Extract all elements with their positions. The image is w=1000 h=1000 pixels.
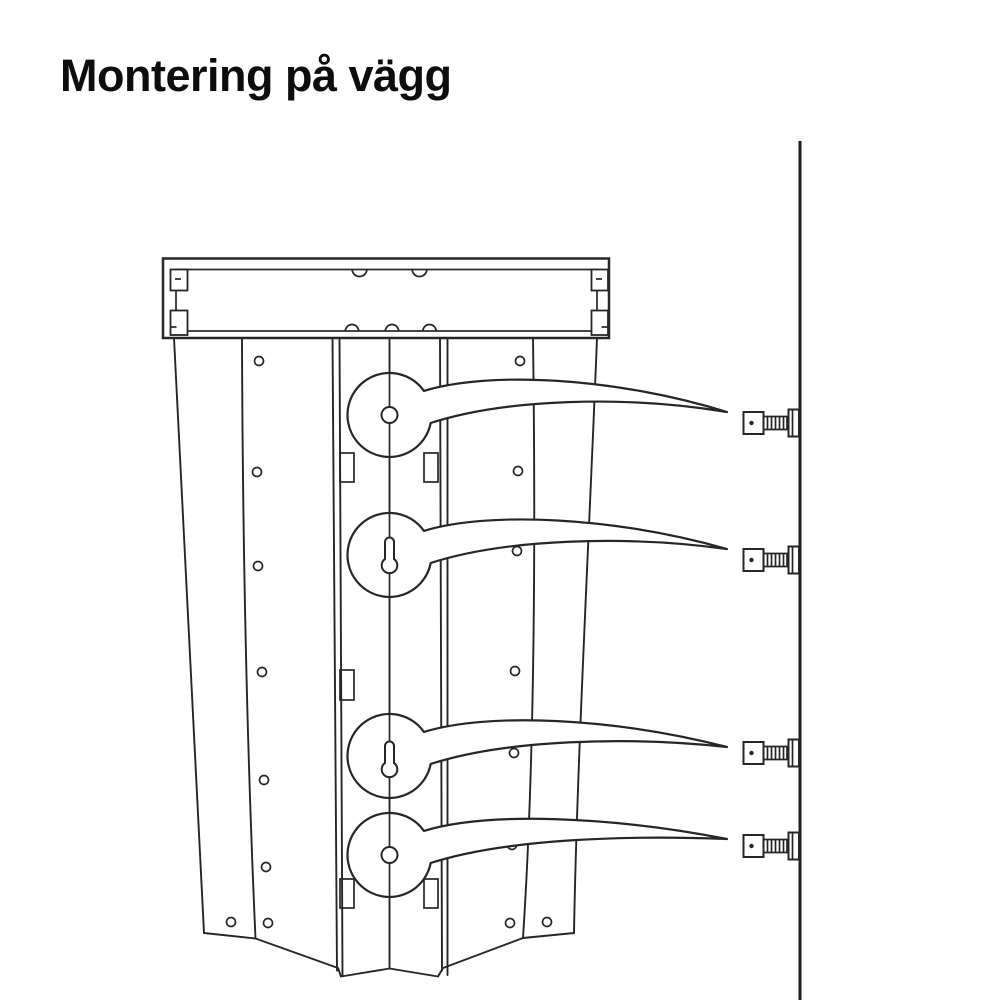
wall-screw-1 bbox=[744, 410, 800, 437]
wall-screw-3 bbox=[744, 740, 800, 767]
panel-left-seam bbox=[242, 338, 256, 939]
keyhole-fitting-3 bbox=[347, 714, 727, 798]
keyhole-slot-3 bbox=[382, 742, 398, 778]
rail-tabs bbox=[345, 270, 437, 331]
keyhole-slot-2 bbox=[382, 538, 398, 574]
leader-swoosh-4 bbox=[347, 813, 727, 897]
keyhole-fitting-4 bbox=[347, 813, 727, 897]
panel-right-outer-edge bbox=[574, 338, 597, 933]
panel-right-seam bbox=[523, 338, 534, 938]
top-rail-outer bbox=[163, 259, 609, 339]
pilot-holes-left bbox=[227, 357, 273, 928]
page-title: Montering på vägg bbox=[60, 50, 452, 101]
panel-mid-right-edge-a bbox=[440, 338, 442, 971]
leader-swoosh-1 bbox=[347, 373, 727, 457]
wall-screw-4 bbox=[744, 833, 800, 860]
panel-mid-left-edge-a bbox=[333, 338, 338, 971]
round-hole-1 bbox=[382, 407, 398, 423]
leader-swoosh-3 bbox=[347, 714, 727, 798]
keyhole-fitting-1 bbox=[347, 373, 727, 457]
round-hole-4 bbox=[382, 847, 398, 863]
wall-screw-2 bbox=[744, 547, 800, 574]
keyhole-fitting-2 bbox=[347, 513, 727, 597]
top-rail-inner bbox=[176, 270, 597, 332]
cabinet-top-rail bbox=[163, 259, 609, 339]
leader-swoosh-2 bbox=[347, 513, 727, 597]
panel-left-outer-edge bbox=[174, 338, 204, 933]
